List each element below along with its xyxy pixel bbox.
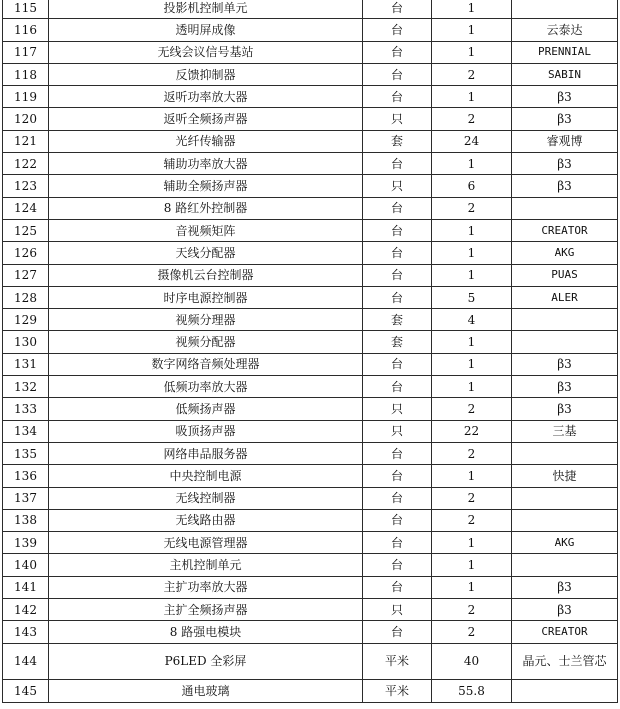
cell-qty: 2 <box>432 509 512 531</box>
table-row <box>3 175 618 197</box>
cell-unit: 台 <box>363 509 432 531</box>
table-row <box>3 86 618 108</box>
cell-unit: 平米 <box>363 679 432 702</box>
cell-qty: 2 <box>432 599 512 621</box>
cell-no: 128 <box>3 286 49 308</box>
table-row <box>3 219 618 241</box>
cell-brand: 三基 <box>512 420 618 442</box>
table-row <box>3 679 618 702</box>
cell-brand: β3 <box>512 599 618 621</box>
cell-name: 无线会议信号基站 <box>49 41 363 63</box>
cell-qty: 1 <box>432 532 512 554</box>
cell-unit: 台 <box>363 86 432 108</box>
cell-qty: 2 <box>432 621 512 643</box>
cell-name: 低频功率放大器 <box>49 376 363 398</box>
cell-no: 132 <box>3 376 49 398</box>
cell-brand <box>512 679 618 702</box>
table-row <box>3 621 618 643</box>
cell-unit: 台 <box>363 242 432 264</box>
cell-no: 129 <box>3 309 49 331</box>
table-row <box>3 0 618 19</box>
cell-name: P6LED 全彩屏 <box>49 643 363 679</box>
cell-name: 主扩功率放大器 <box>49 576 363 598</box>
table-row <box>3 19 618 41</box>
cell-name: 网络串品服务器 <box>49 442 363 464</box>
cell-brand: AKG <box>512 242 618 264</box>
cell-no: 138 <box>3 509 49 531</box>
cell-no: 141 <box>3 576 49 598</box>
cell-qty: 1 <box>432 353 512 375</box>
cell-no: 143 <box>3 621 49 643</box>
cell-brand: 快捷 <box>512 465 618 487</box>
cell-unit: 套 <box>363 331 432 353</box>
cell-brand <box>512 331 618 353</box>
cell-name: 8 路强电模块 <box>49 621 363 643</box>
cell-unit: 只 <box>363 108 432 130</box>
cell-name: 视频分理器 <box>49 309 363 331</box>
cell-unit: 台 <box>363 442 432 464</box>
cell-qty: 1 <box>432 86 512 108</box>
cell-qty: 55.8 <box>432 679 512 702</box>
cell-no: 142 <box>3 599 49 621</box>
cell-no: 124 <box>3 197 49 219</box>
table-row <box>3 286 618 308</box>
table-row <box>3 554 618 576</box>
cell-name: 无线电源管理器 <box>49 532 363 554</box>
cell-name: 时序电源控制器 <box>49 286 363 308</box>
cell-unit: 只 <box>363 398 432 420</box>
table-row <box>3 309 618 331</box>
cell-name: 通电玻璃 <box>49 679 363 702</box>
cell-no: 131 <box>3 353 49 375</box>
cell-qty: 1 <box>432 41 512 63</box>
table-row <box>3 108 618 130</box>
cell-no: 122 <box>3 153 49 175</box>
cell-qty: 6 <box>432 175 512 197</box>
cell-unit: 台 <box>363 353 432 375</box>
cell-unit: 平米 <box>363 643 432 679</box>
cell-unit: 台 <box>363 264 432 286</box>
cell-no: 133 <box>3 398 49 420</box>
cell-qty: 40 <box>432 643 512 679</box>
cell-brand: β3 <box>512 376 618 398</box>
cell-no: 116 <box>3 19 49 41</box>
cell-name: 无线控制器 <box>49 487 363 509</box>
cell-no: 144 <box>3 643 49 679</box>
table-row <box>3 487 618 509</box>
table-row <box>3 264 618 286</box>
cell-unit: 台 <box>363 153 432 175</box>
cell-unit: 台 <box>363 621 432 643</box>
cell-unit: 套 <box>363 309 432 331</box>
cell-no: 137 <box>3 487 49 509</box>
cell-qty: 1 <box>432 19 512 41</box>
cell-no: 120 <box>3 108 49 130</box>
table-row <box>3 509 618 531</box>
cell-name: 音视频矩阵 <box>49 219 363 241</box>
cell-unit: 台 <box>363 63 432 85</box>
cell-unit: 只 <box>363 420 432 442</box>
cell-no: 117 <box>3 41 49 63</box>
table-row <box>3 153 618 175</box>
table-row <box>3 353 618 375</box>
cell-name: 低频扬声器 <box>49 398 363 420</box>
cell-no: 126 <box>3 242 49 264</box>
cell-qty: 1 <box>432 242 512 264</box>
cell-brand <box>512 554 618 576</box>
cell-brand: ALER <box>512 286 618 308</box>
cell-qty: 1 <box>432 576 512 598</box>
cell-unit: 只 <box>363 599 432 621</box>
table-row <box>3 576 618 598</box>
cell-brand: AKG <box>512 532 618 554</box>
cell-name: 透明屏成像 <box>49 19 363 41</box>
cell-brand: 云泰达 <box>512 19 618 41</box>
cell-no: 119 <box>3 86 49 108</box>
table-row <box>3 242 618 264</box>
cell-name: 光纤传输器 <box>49 130 363 152</box>
cell-unit: 台 <box>363 376 432 398</box>
cell-name: 主扩全频扬声器 <box>49 599 363 621</box>
cell-name: 投影机控制单元 <box>49 0 363 19</box>
table-row <box>3 398 618 420</box>
cell-name: 辅助功率放大器 <box>49 153 363 175</box>
cell-name: 摄像机云台控制器 <box>49 264 363 286</box>
cell-name: 视频分配器 <box>49 331 363 353</box>
cell-name: 8 路红外控制器 <box>49 197 363 219</box>
cell-qty: 24 <box>432 130 512 152</box>
cell-name: 辅助全频扬声器 <box>49 175 363 197</box>
cell-unit: 台 <box>363 554 432 576</box>
cell-brand: 睿观博 <box>512 130 618 152</box>
cell-qty: 1 <box>432 264 512 286</box>
cell-qty: 5 <box>432 286 512 308</box>
cell-no: 130 <box>3 331 49 353</box>
equipment-table <box>2 0 618 703</box>
cell-unit: 台 <box>363 532 432 554</box>
cell-qty: 2 <box>432 487 512 509</box>
cell-unit: 只 <box>363 175 432 197</box>
cell-qty: 1 <box>432 219 512 241</box>
cell-brand: β3 <box>512 175 618 197</box>
equipment-table-body <box>3 0 618 702</box>
cell-qty: 1 <box>432 331 512 353</box>
table-row <box>3 376 618 398</box>
cell-name: 数字网络音频处理器 <box>49 353 363 375</box>
table-row <box>3 532 618 554</box>
cell-unit: 台 <box>363 487 432 509</box>
table-row <box>3 643 618 679</box>
cell-unit: 台 <box>363 41 432 63</box>
cell-brand <box>512 309 618 331</box>
table-row <box>3 442 618 464</box>
cell-unit: 台 <box>363 197 432 219</box>
cell-name: 吸顶扬声器 <box>49 420 363 442</box>
cell-unit: 台 <box>363 0 432 19</box>
cell-brand: β3 <box>512 86 618 108</box>
cell-qty: 2 <box>432 63 512 85</box>
cell-brand <box>512 442 618 464</box>
cell-no: 115 <box>3 0 49 19</box>
cell-name: 反馈抑制器 <box>49 63 363 85</box>
cell-brand: β3 <box>512 108 618 130</box>
cell-name: 中央控制电源 <box>49 465 363 487</box>
cell-no: 127 <box>3 264 49 286</box>
cell-brand: β3 <box>512 576 618 598</box>
cell-unit: 台 <box>363 576 432 598</box>
cell-brand: 晶元、士兰管芯 <box>512 643 618 679</box>
cell-no: 145 <box>3 679 49 702</box>
cell-name: 无线路由器 <box>49 509 363 531</box>
cell-brand: CREATOR <box>512 621 618 643</box>
cell-qty: 2 <box>432 442 512 464</box>
cell-name: 返听全频扬声器 <box>49 108 363 130</box>
cell-qty: 2 <box>432 197 512 219</box>
cell-no: 136 <box>3 465 49 487</box>
cell-qty: 2 <box>432 398 512 420</box>
cell-no: 123 <box>3 175 49 197</box>
cell-brand: SABIN <box>512 63 618 85</box>
cell-name: 返听功率放大器 <box>49 86 363 108</box>
cell-no: 139 <box>3 532 49 554</box>
cell-unit: 套 <box>363 130 432 152</box>
table-row <box>3 331 618 353</box>
table-row <box>3 465 618 487</box>
cell-no: 140 <box>3 554 49 576</box>
cell-brand: β3 <box>512 153 618 175</box>
cell-qty: 2 <box>432 108 512 130</box>
cell-qty: 1 <box>432 376 512 398</box>
cell-brand <box>512 509 618 531</box>
cell-name: 天线分配器 <box>49 242 363 264</box>
cell-brand <box>512 0 618 19</box>
cell-brand <box>512 487 618 509</box>
table-row <box>3 599 618 621</box>
cell-brand: PUAS <box>512 264 618 286</box>
cell-unit: 台 <box>363 286 432 308</box>
cell-no: 121 <box>3 130 49 152</box>
cell-qty: 1 <box>432 153 512 175</box>
cell-no: 125 <box>3 219 49 241</box>
cell-brand: PRENNIAL <box>512 41 618 63</box>
cell-unit: 台 <box>363 219 432 241</box>
table-row <box>3 63 618 85</box>
cell-unit: 台 <box>363 465 432 487</box>
cell-qty: 22 <box>432 420 512 442</box>
cell-qty: 4 <box>432 309 512 331</box>
cell-brand: β3 <box>512 353 618 375</box>
cell-name: 主机控制单元 <box>49 554 363 576</box>
cell-brand: CREATOR <box>512 219 618 241</box>
cell-qty: 1 <box>432 554 512 576</box>
table-row <box>3 197 618 219</box>
cell-brand <box>512 197 618 219</box>
cell-qty: 1 <box>432 465 512 487</box>
cell-no: 118 <box>3 63 49 85</box>
table-row <box>3 420 618 442</box>
cell-no: 134 <box>3 420 49 442</box>
table-row <box>3 41 618 63</box>
table-row <box>3 130 618 152</box>
cell-qty: 1 <box>432 0 512 19</box>
cell-no: 135 <box>3 442 49 464</box>
cell-brand: β3 <box>512 398 618 420</box>
cell-unit: 台 <box>363 19 432 41</box>
